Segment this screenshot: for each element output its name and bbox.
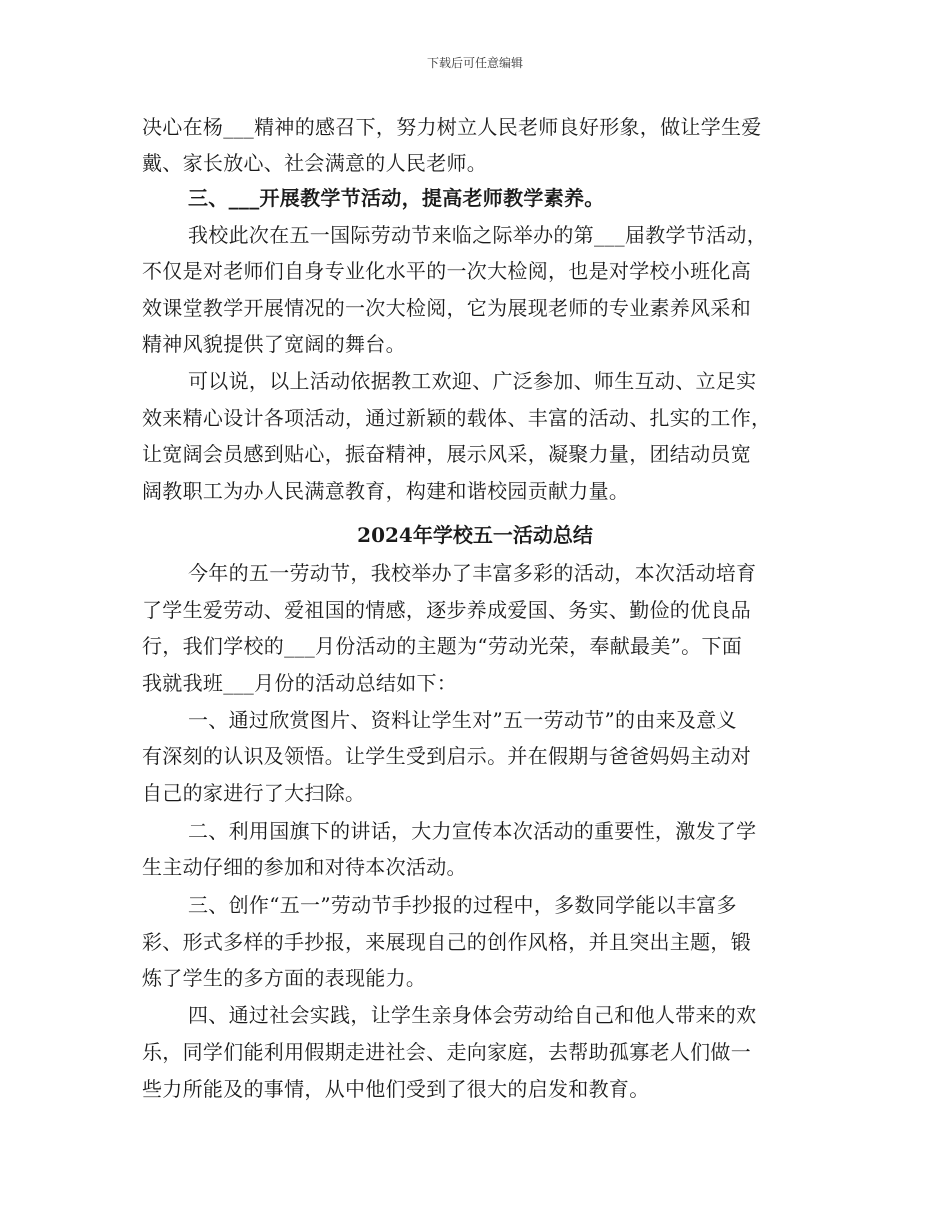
text-line: 决心在杨___精神的感召下，努力树立人民老师良好形象，做让学生爱 (142, 115, 762, 139)
text-line: 效来精心设计各项活动，通过新颖的载体、丰富的活动、扎实的工作， (142, 406, 772, 430)
text-line: 让宽阔会员感到贴心，振奋精神，展示风采，凝聚力量，团结动员宽 (142, 442, 751, 466)
section-heading: 三、___开展教学节活动，提高老师教学素养。 (188, 186, 605, 210)
page-header: 下载后可任意编辑 (426, 56, 523, 70)
text-line: 戴、家长放心、社会满意的人民老师。 (142, 151, 488, 175)
text-line: 有深刻的认识及领悟。让学生受到启示。并在假期与爸爸妈妈主动对 (142, 744, 751, 768)
text-line: 阔教职工为办人民满意教育，构建和谐校园贡献力量。 (142, 479, 630, 503)
text-line: 一、通过欣赏图片、资料让学生对”五一劳动节”的由来及意义 (188, 708, 737, 732)
text-line: 可以说，以上活动依据教工欢迎、广泛参加、师生互动、立足实 (188, 369, 757, 393)
text-line: 炼了学生的多方面的表现能力。 (142, 966, 427, 990)
text-line: 彩、形式多样的手抄报，来展现自己的创作风格，并且突出主题，锻 (142, 930, 751, 954)
text-line: 我校此次在五一国际劳动节来临之际举办的第___届教学节活动， (188, 223, 767, 247)
text-line: 些力所能及的事情，从中他们受到了很大的启发和教育。 (142, 1077, 650, 1101)
text-line: 二、利用国旗下的讲话，大力宣传本次活动的重要性，激发了学 (188, 819, 757, 843)
text-line: 了学生爱劳动、爱祖国的情感，逐步养成爱国、务实、勤俭的优良品 (142, 598, 751, 622)
text-line: 精神风貌提供了宽阔的舞台。 (142, 332, 406, 356)
text-line: 效课堂教学开展情况的一次大检阅，它为展现老师的专业素养风采和 (142, 296, 751, 320)
text-line: 乐，同学们能利用假期走进社会、走向家庭，去帮助孤寡老人们做一 (142, 1040, 751, 1064)
text-line: 生主动仔细的参加和对待本次活动。 (142, 855, 467, 879)
text-line: 我就我班___月份的活动总结如下： (142, 671, 458, 695)
document-title: 2024年学校五一活动总结 (357, 523, 593, 547)
text-line: 不仅是对老师们自身专业化水平的一次大检阅，也是对学校小班化高 (142, 259, 751, 283)
text-line: 自己的家进行了大扫除。 (142, 781, 366, 805)
text-line: 今年的五一劳动节，我校举办了丰富多彩的活动，本次活动培育 (188, 561, 757, 585)
text-line: 三、创作“五一”劳动节手抄报的过程中，多数同学能以丰富多 (188, 893, 737, 917)
text-line: 四、通过社会实践，让学生亲身体会劳动给自己和他人带来的欢 (188, 1003, 757, 1027)
text-line: 行，我们学校的___月份活动的主题为“劳动光荣，奉献最美”。下面 (142, 634, 743, 658)
